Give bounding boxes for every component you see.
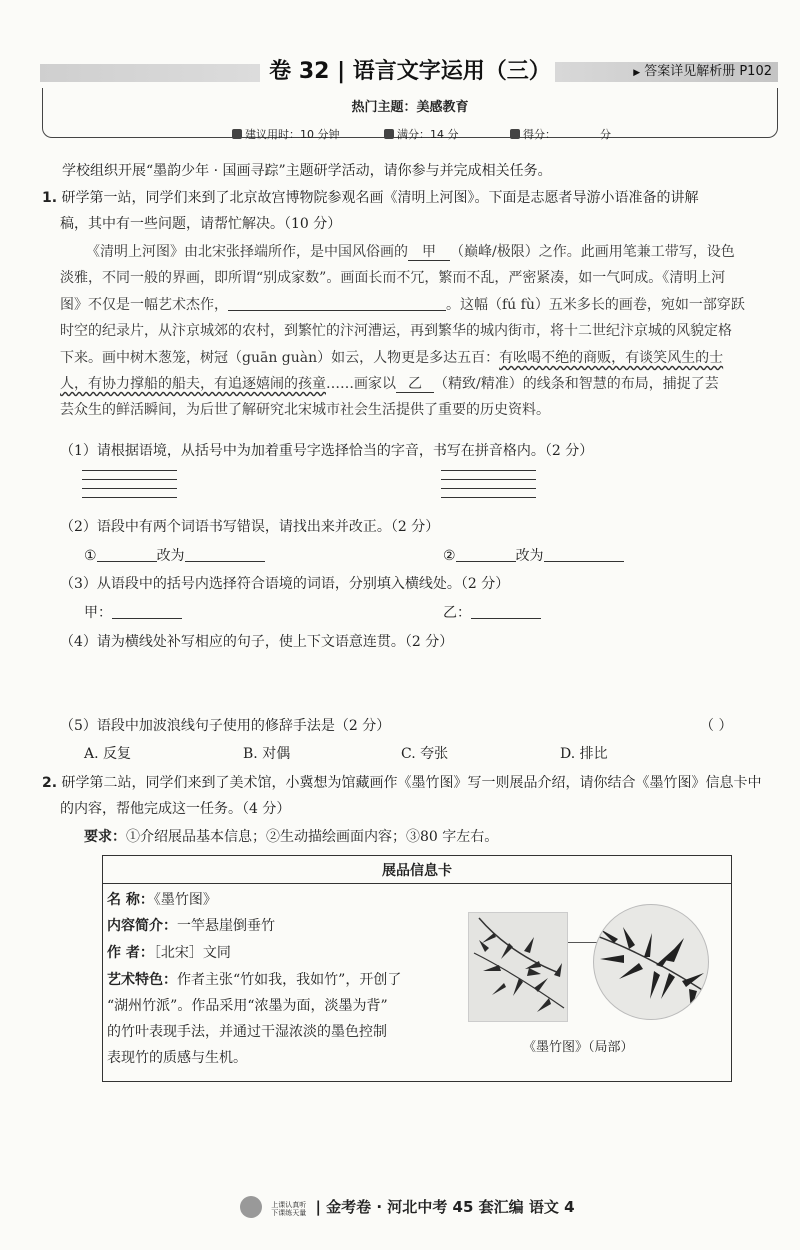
q2-stem-line2: 的内容，帮他完成这一任务。（4 分） — [60, 801, 291, 817]
suggested-time — [232, 126, 340, 142]
answer-reference — [600, 62, 778, 82]
option-d[interactable]: D. 排比 — [560, 746, 608, 762]
slogan-line-1: 上课认真听 — [271, 1201, 307, 1209]
passage-text: （巅峰/极限）之作。此画用笔兼工带写，设色 — [450, 244, 735, 260]
section-header — [40, 58, 778, 86]
q2-number: 2. — [42, 775, 58, 791]
answer-space-4[interactable] — [84, 656, 734, 708]
name-value: 《墨竹图》 — [153, 892, 217, 908]
author-key: 作 者： — [107, 945, 154, 961]
mark-1: ① — [84, 548, 97, 564]
pen-icon — [510, 129, 520, 139]
passage-text: （精致/精准）的线条和智慧的布局，捕捉了芸 — [434, 376, 719, 392]
triangle-icon: ▶ — [633, 68, 641, 78]
score-label: 得分： — [523, 128, 556, 141]
painting-caption: 《墨竹图》（局部） — [523, 1040, 634, 1055]
score-unit: 分 — [600, 128, 611, 141]
answer-bracket[interactable]: （ ） — [700, 718, 733, 734]
q2-stem-line1 — [42, 772, 762, 794]
card-divider — [103, 883, 731, 884]
passage-line-2: 淡雅，不同一般的界画，即所谓“别成家数”。画面长而不冗，繁而不乱，严密紧凑，如一气呵成。《清明上河 — [60, 270, 726, 286]
card-intro-row — [107, 914, 275, 938]
score-field — [510, 126, 611, 142]
change-to: 改为 — [156, 548, 185, 564]
mark-2: ② — [443, 548, 456, 564]
q2-stem-text: 研学第二站，同学们来到了美术馆，小冀想为馆藏画作《墨竹图》写一则展品介绍，请你结合《墨竹图》信息卡中 — [61, 775, 762, 791]
footer-slogan — [271, 1201, 306, 1217]
blank-jia: 甲 — [408, 244, 450, 261]
page-title: 卷 32 | 语言文字运用（三） — [269, 59, 551, 84]
slogan-line-2: 下课练天量 — [271, 1209, 307, 1217]
yi-label: 乙： — [443, 605, 471, 621]
option-c[interactable]: C. 夸张 — [401, 746, 449, 762]
correct-word-2[interactable] — [544, 548, 624, 562]
publisher-logo-icon — [240, 1196, 262, 1218]
answer-jia — [84, 602, 182, 624]
correction-2 — [443, 545, 624, 567]
jia-blank[interactable] — [112, 605, 182, 619]
passage-line-5 — [60, 346, 723, 370]
score-icon — [384, 129, 394, 139]
q1-sub5: （5）语段中加波浪线句子使用的修辞手法是（2 分） — [60, 718, 391, 734]
bamboo-detail-image — [593, 904, 709, 1020]
q1-number: 1. — [42, 190, 58, 206]
author-value: ［北宋］文同 — [153, 945, 231, 961]
q1-stem-line1 — [42, 187, 699, 209]
wrong-word-1[interactable] — [97, 548, 157, 562]
footer-text: | 金考卷 · 河北中考 45 套汇编 语文 4 — [315, 1198, 575, 1216]
full-score-text: 满分：14 分 — [397, 128, 459, 141]
change-to: 改为 — [515, 548, 544, 564]
pinyin-grid-2[interactable] — [441, 470, 536, 504]
clock-icon — [232, 129, 242, 139]
name-key: 名 称： — [107, 892, 154, 908]
requirement-label: 要求： — [84, 829, 126, 845]
card-name-row — [107, 888, 217, 912]
exhibit-info-card — [102, 855, 732, 1082]
passage-text: 。这幅（fú fù）五米多长的画卷，宛如一部穿跃 — [446, 297, 745, 313]
pinyin-grid-1[interactable] — [82, 470, 177, 504]
wavy-sentence: 人，有协力撑船的船夫，有追逐嬉闹的孩童 — [60, 376, 326, 392]
score-blank[interactable] — [556, 126, 600, 140]
passage-text: 下来。画中树木葱笼，树冠（guān guàn）如云，人物更是多达五百： — [60, 350, 500, 366]
art-line-3: 的竹叶表现手法，并通过干湿浓淡的墨色控制 — [107, 1024, 387, 1040]
answer-yi — [443, 602, 541, 624]
header-band-left — [40, 64, 260, 82]
passage-line-4: 时空的纪录片，从汴京城郊的农村，到繁忙的汴河漕运，再到繁华的城内街市，将十二世纪汴京城的风貌定格 — [60, 323, 732, 339]
full-score — [384, 126, 459, 142]
q1-sub1: （1）请根据语境，从括号中为加着重号字选择恰当的字音，书写在拼音格内。（2 分） — [60, 443, 594, 459]
q1-sub2: （2）语段中有两个词语书写错误，请找出来并改正。（2 分） — [60, 519, 440, 535]
q1-stem-text: 研学第一站，同学们来到了北京故宫博物院参观名画《清明上河图》。下面是志愿者导游小语准备的讲解 — [61, 190, 699, 206]
art-line-4: 表现竹的质感与生机。 — [107, 1050, 247, 1066]
wavy-sentence: 有吆喝不绝的商贩，有谈笑风生的士 — [499, 350, 724, 366]
jia-label: 甲： — [84, 605, 112, 621]
page-footer — [240, 1196, 575, 1218]
card-art-row — [107, 968, 401, 992]
requirement-text: ①介绍展品基本信息；②生动描绘画面内容；③80 字左右。 — [126, 829, 499, 845]
wrong-word-2[interactable] — [456, 548, 516, 562]
intro-value: 一竿悬崖倒垂竹 — [177, 918, 275, 934]
passage-text: 图》不仅是一幅艺术杰作， — [60, 297, 228, 313]
art-line-2: “湖州竹派”。作品采用“浓墨为面，淡墨为背” — [107, 998, 388, 1014]
passage-line-6 — [60, 372, 719, 396]
intro-key: 内容简介： — [107, 918, 177, 934]
intro-text: 学校组织开展“墨韵少年 · 国画寻踪”主题研学活动，请你参与并完成相关任务。 — [62, 163, 552, 179]
q1-stem-line2: 稿，其中有一些问题，请帮忙解决。（10 分） — [60, 216, 342, 232]
blank-yi: 乙 — [396, 376, 434, 393]
requirement — [84, 826, 498, 848]
bamboo-painting-image — [468, 912, 568, 1022]
topic-title: 热门主题：美感教育 — [351, 100, 469, 115]
passage-text: ……画家以 — [326, 376, 396, 392]
sentence-blank[interactable] — [228, 297, 446, 311]
answer-reference-text: 答案详见解析册 P102 — [644, 64, 772, 79]
art-key: 艺术特色： — [107, 972, 177, 988]
card-title: 展品信息卡 — [382, 863, 452, 879]
correction-1 — [84, 545, 265, 567]
option-b[interactable]: B. 对偶 — [243, 746, 291, 762]
passage-line-1 — [86, 240, 735, 264]
option-a[interactable]: A. 反复 — [84, 746, 132, 762]
card-author-row — [107, 941, 231, 965]
q1-sub3: （3）从语段中的括号内选择符合语境的词语，分别填入横线处。（2 分） — [60, 576, 510, 592]
suggested-time-text: 建议用时：10 分钟 — [245, 128, 340, 141]
correct-word-1[interactable] — [185, 548, 265, 562]
passage-line-7: 芸众生的鲜活瞬间，为后世了解研究北宋城市社会生活提供了重要的历史资料。 — [60, 402, 550, 418]
passage-line-3 — [60, 293, 745, 317]
yi-blank[interactable] — [471, 605, 541, 619]
art-line-1: 作者主张“竹如我，我如竹”，开创了 — [177, 972, 402, 988]
passage-text: 《清明上河图》由北宋张择端所作，是中国风俗画的 — [86, 244, 408, 260]
q1-sub4: （4）请为横线处补写相应的句子，使上下文语意连贯。（2 分） — [60, 634, 454, 650]
